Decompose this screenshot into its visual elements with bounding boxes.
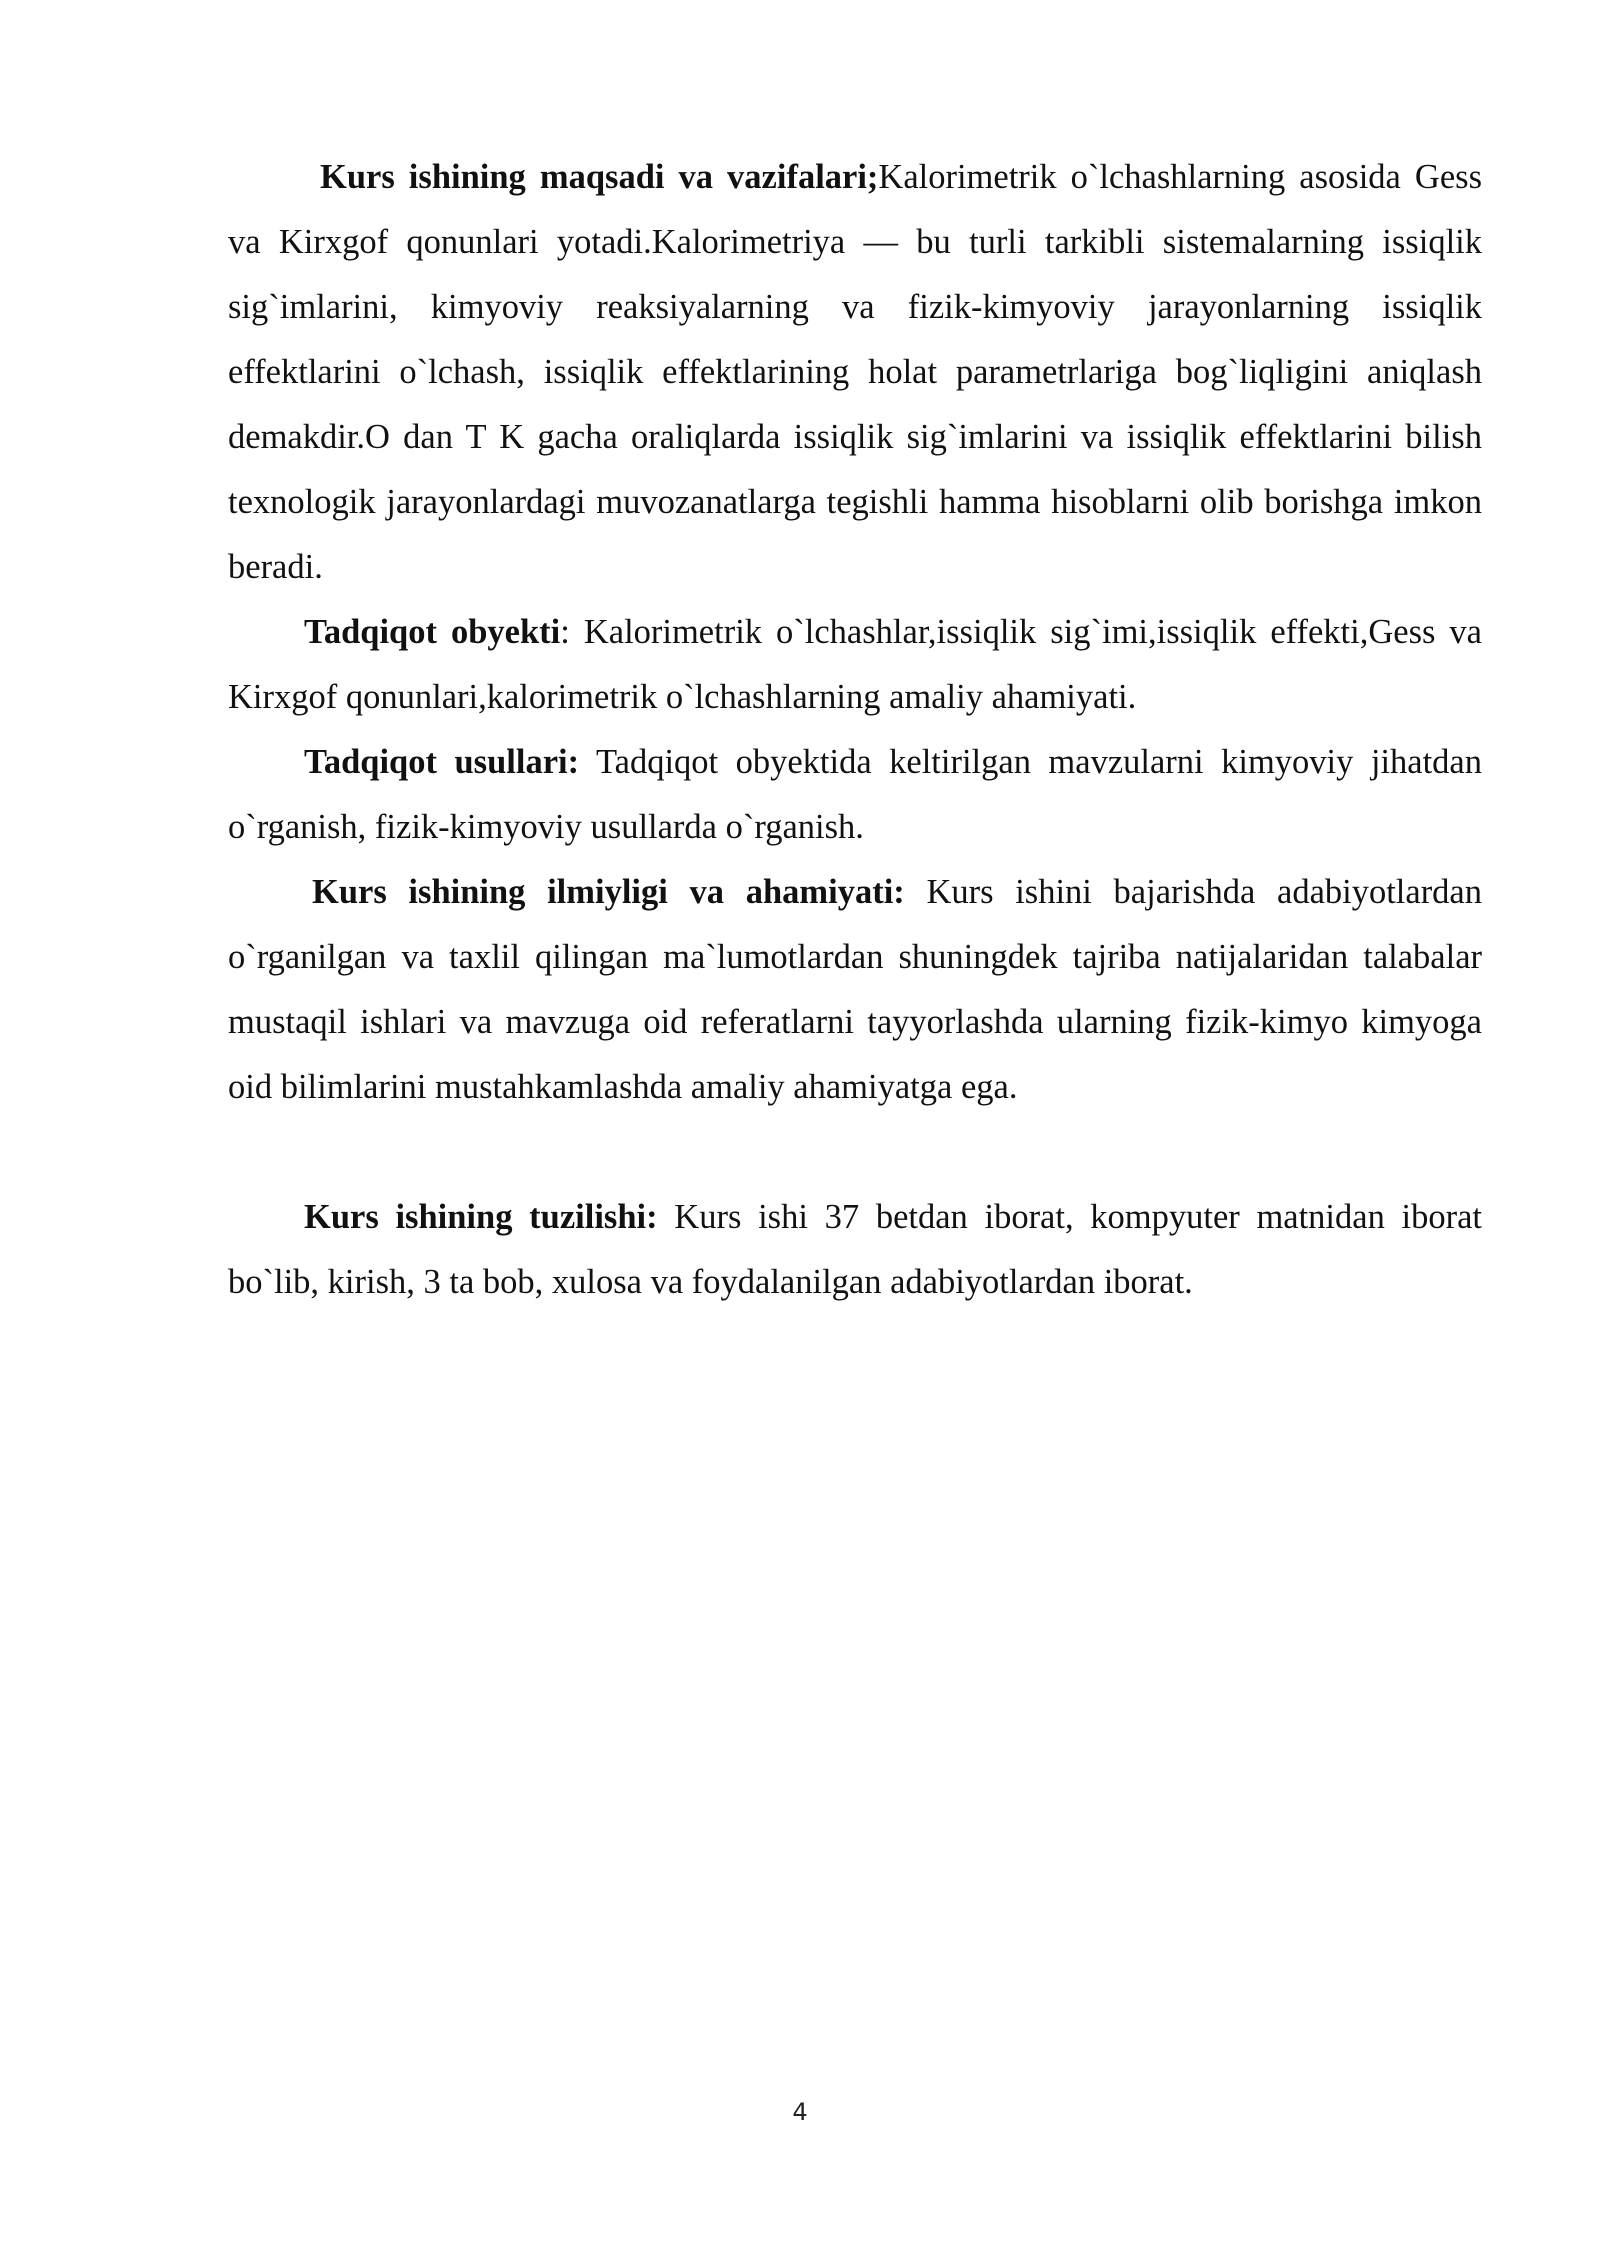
paragraph-research-object-text: : Kalorimetrik o`lchashlar,issiqlik sig`imi,issiqlik effekti,Gess va Kirxgof qonunlari,kalorimetrik o`lchashlarning amaliy ahamiyati. [228, 613, 1482, 716]
page-number: 4 [792, 2098, 808, 2126]
paragraph-structure-heading: Kurs ishining tuzilishi: [304, 1198, 658, 1236]
document-body [228, 145, 1482, 1315]
paragraph-research-object [228, 600, 1482, 730]
paragraph-research-object-heading: Tadqiqot obyekti [304, 613, 561, 651]
paragraph-research-methods-text: Tadqiqot obyektida keltirilgan mavzularni kimyoviy jihatdan o`rganish, fizik-kimyoviy usullarda o`rganish. [228, 743, 1482, 846]
paragraph-significance [228, 860, 1482, 1120]
paragraph-significance-heading: Kurs ishining ilmiyligi va ahamiyati: [312, 873, 905, 911]
paragraph-purpose [228, 145, 1482, 600]
paragraph-structure [228, 1185, 1482, 1315]
paragraph-purpose-text: Kalorimetrik o`lchashlarning asosida Gess va Kirxgof qonunlari yotadi.Kalorimetriya — bu turli tarkibli sistemalarning issiqlik sig`imlarini, kimyoviy reaksiyalarning va fizik-kimyoviy jarayonlarning issiqlik effektlarini o`lchash, issiqlik effektlarining holat parametrlariga bog`liqligini aniqlash demakdir.O dan T K gacha oraliqlarda issiqlik sig`imlarini va issiqlik effektlarini bilish texnologik jarayonlardagi muvozanatlarga tegishli hamma hisoblarni olib borishga imkon beradi. [228, 158, 1482, 586]
paragraph-research-methods [228, 730, 1482, 860]
paragraph-purpose-heading: Kurs ishining maqsadi va vazifalari; [320, 158, 879, 196]
paragraph-significance-text: Kurs ishini bajarishda adabiyotlardan o`rganilgan va taxlil qilingan ma`lumotlardan shuningdek tajriba natijalaridan talabalar mustaqil ishlari va mavzuga oid referatlarni tayyorlashda ularning fizik-kimyo kimyoga oid bilimlarini mustahkamlashda amaliy ahamiyatga ega. [228, 873, 1482, 1106]
paragraph-structure-text: Kurs ishi 37 betdan iborat, kompyuter matnidan iborat bo`lib, kirish, 3 ta bob, xulosa va foydalanilgan adabiyotlardan iborat. [228, 1198, 1483, 1301]
paragraph-research-methods-heading: Tadqiqot usullari: [304, 743, 580, 781]
